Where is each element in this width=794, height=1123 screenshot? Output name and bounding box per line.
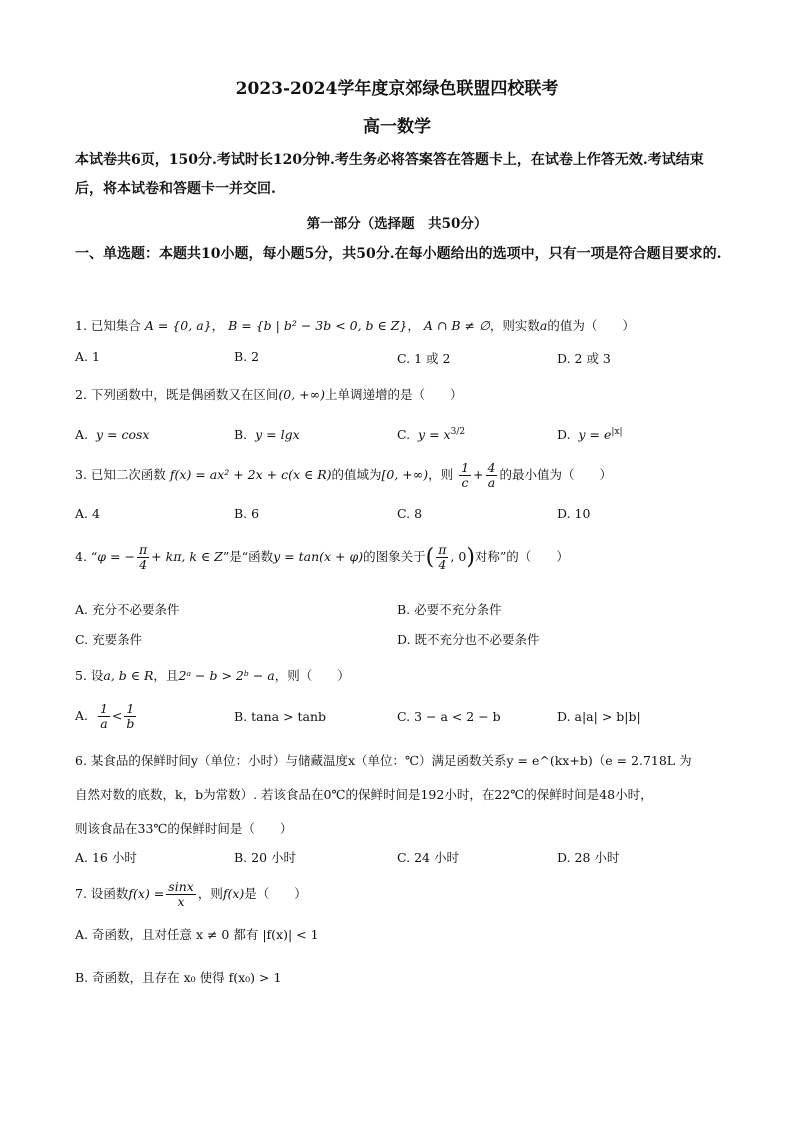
q3-function: f(x) = ax² + 2x + c(x ∈ R) [169,467,332,482]
section-heading: 一、单选题：本题共10小题，每小题5分，共50分.在每小题给出的选项中，只有一项是符合题目要求的. [75,246,722,262]
q7-prefix: 7. 设函数 [75,886,129,901]
q5-a-lt: < [111,708,123,723]
q1-var: a [539,318,548,333]
q5-vars: a, b ∈ R [103,668,154,683]
q2-c-math: y = x [418,427,451,443]
q7-option-a: A. 奇函数，且对任意 x ≠ 0 都有 |f(x)| < 1 [75,927,319,942]
q2-option-c [397,427,465,442]
q4-option-c: C. 充要条件 [75,632,143,647]
q6-option-d: D. 28 小时 [557,850,620,865]
q7-function: f(x) = [128,886,165,901]
q5-option-b: B. tana > tanb [234,709,327,724]
question-3-stem [75,461,725,490]
q3-frac1-den: c [461,475,469,490]
q6-option-a: A. 16 小时 [75,850,137,865]
q3-suffix: 的最小值为（ ） [499,467,612,482]
q5-a-d1: a [100,716,108,731]
q5-a-frac2 [124,702,136,731]
q4-point-tail: , 0 [450,549,467,564]
q6-line-2: 自然对数的底数，k，b为常数）. 若该食品在0℃的保鲜时间是192小时，在22℃的保鲜时间是48小时， [75,787,653,802]
q1-sep2: ， [407,318,420,333]
exam-instructions: 本试卷共6页，150分.考试时长120分钟.考生务必将答案答在答题卡上，在试卷上作答无效.考试结束后，将本试卷和答题卡一并交回. [75,152,704,197]
question-6-stem [75,744,725,846]
q3-mid2: ，则 [428,467,454,482]
q2-prefix: 2. 下列函数中，既是偶函数又在区间 [75,387,279,402]
q5-a-n1: 1 [99,701,108,716]
q5-option-d: D. a|a| > b|b| [557,709,641,724]
q2-a-math: y = cosx [95,427,150,442]
q3-frac2-den: a [487,475,496,490]
q3-fraction-1 [459,461,471,490]
q7-mid: ，则 [197,886,223,901]
question-4-stem [75,543,725,572]
q3-option-c: C. 8 [397,506,423,521]
question-5-stem [75,666,725,684]
q5-mid: ，且 [153,668,179,683]
q1-condition: A ∩ B ≠ ∅ [423,318,490,333]
q4-phi: φ = − [97,549,135,564]
q2-option-b [234,427,300,442]
q1-set-a: A = {0, a} [144,318,212,333]
q2-b-label: B. [234,427,248,442]
q1-prefix: 1. 已知集合 [75,318,141,333]
q1-option-a: A. 1 [75,349,100,364]
q1-set-b: B = {b | b² − 3b < 0, b ∈ Z} [228,318,408,333]
q4-rest: + kπ, k ∈ Z [151,549,223,564]
q6-line-3: 则该食品在33℃的保鲜时间是（ ） [75,821,293,836]
exam-subtitle: 高一数学 [363,117,431,137]
q2-d-label: D. [557,427,571,443]
question-7-stem [75,880,725,909]
q7-frac-den: x [177,894,185,909]
q4-option-a: A. 充分不必要条件 [75,602,180,617]
q4-frac-num: π [138,542,148,557]
q3-frac1-num: 1 [461,460,470,475]
q7-function-2: f(x) [222,886,245,901]
q7-option-b: B. 奇函数，且存在 x₀ 使得 f(x₀) > 1 [75,970,282,985]
q1-sep1: ， [211,318,225,333]
q4-mid: ”是“函数 [222,549,274,564]
q5-prefix: 5. 设 [75,668,104,683]
q4-mid2: 的图象关于 [363,549,426,564]
q4-right-paren: ) [466,545,475,570]
q1-option-b: B. 2 [234,349,260,364]
q4-suffix: 对称”的（ ） [474,549,569,564]
q3-fraction-2 [486,461,498,490]
q5-a-d2: b [126,716,135,731]
q2-suffix: 上单调递增的是（ ） [324,387,463,402]
q6-option-b: B. 20 小时 [234,850,297,865]
q4-function: y = tan(x + φ) [273,549,364,564]
q5-suffix: ，则（ ） [274,668,350,683]
q2-d-math: y = e [578,427,612,443]
part-heading: 第一部分（选择题 共50分） [306,216,488,232]
exam-title: 2023-2024学年度京郊绿色联盟四校联考 [235,79,559,99]
q4-option-b: B. 必要不充分条件 [397,602,502,617]
q5-option-a [75,702,138,731]
q4-left-paren: ( [425,545,435,570]
q4-point-fraction [436,543,448,572]
q3-frac2-num: 4 [487,460,496,475]
q3-prefix: 3. 已知二次函数 [75,467,166,482]
q2-c-label: C. [397,427,411,443]
q5-option-c: C. 3 − a < 2 − b [397,709,501,724]
q1-end: 的值为（ ） [547,318,635,333]
q5-a-label: A. [75,708,89,723]
q2-c-exponent: 3/2 [450,427,466,437]
q4-fraction [137,543,149,572]
q4-frac-den: 4 [139,557,148,572]
q4-option-d: D. 既不充分也不必要条件 [397,632,540,647]
q2-option-a [75,427,149,442]
q7-frac-num: sinx [168,879,194,894]
q3-option-a: A. 4 [75,506,100,521]
q3-range: [0, +∞) [381,467,429,482]
q7-suffix: 是（ ） [244,886,307,901]
q2-option-d [557,427,623,442]
q1-option-d: D. 2 或 3 [557,351,611,366]
q5-inequality: 2ᵃ − b > 2ᵇ − a [178,668,275,683]
q1-suffix: ，则实数 [489,318,540,333]
q1-option-c: C. 1 或 2 [397,351,451,366]
q3-option-b: B. 6 [234,506,260,521]
q7-fraction [166,880,196,909]
q5-a-n2: 1 [126,701,135,716]
q2-b-math: y = lgx [255,427,300,442]
question-1-stem [75,316,725,334]
q2-a-label: A. [75,427,89,442]
q3-option-d: D. 10 [557,506,591,521]
q2-d-exponent: |x| [611,427,623,437]
q4-point-den: 4 [438,557,447,572]
q4-prefix: 4. “ [75,549,98,564]
q4-point-num: π [438,542,447,557]
q6-line-1: 6. 某食品的保鲜时间y（单位：小时）与储藏温度x（单位：℃）满足函数关系y = e^(kx+b)（e = 2.718L 为 [75,753,692,768]
q6-option-c: C. 24 小时 [397,850,459,865]
q2-interval: (0, +∞) [278,387,325,402]
q3-plus: + [473,467,484,482]
question-2-stem [75,385,725,403]
q3-mid: 的值域为 [331,467,382,482]
q5-a-frac1 [98,702,110,731]
